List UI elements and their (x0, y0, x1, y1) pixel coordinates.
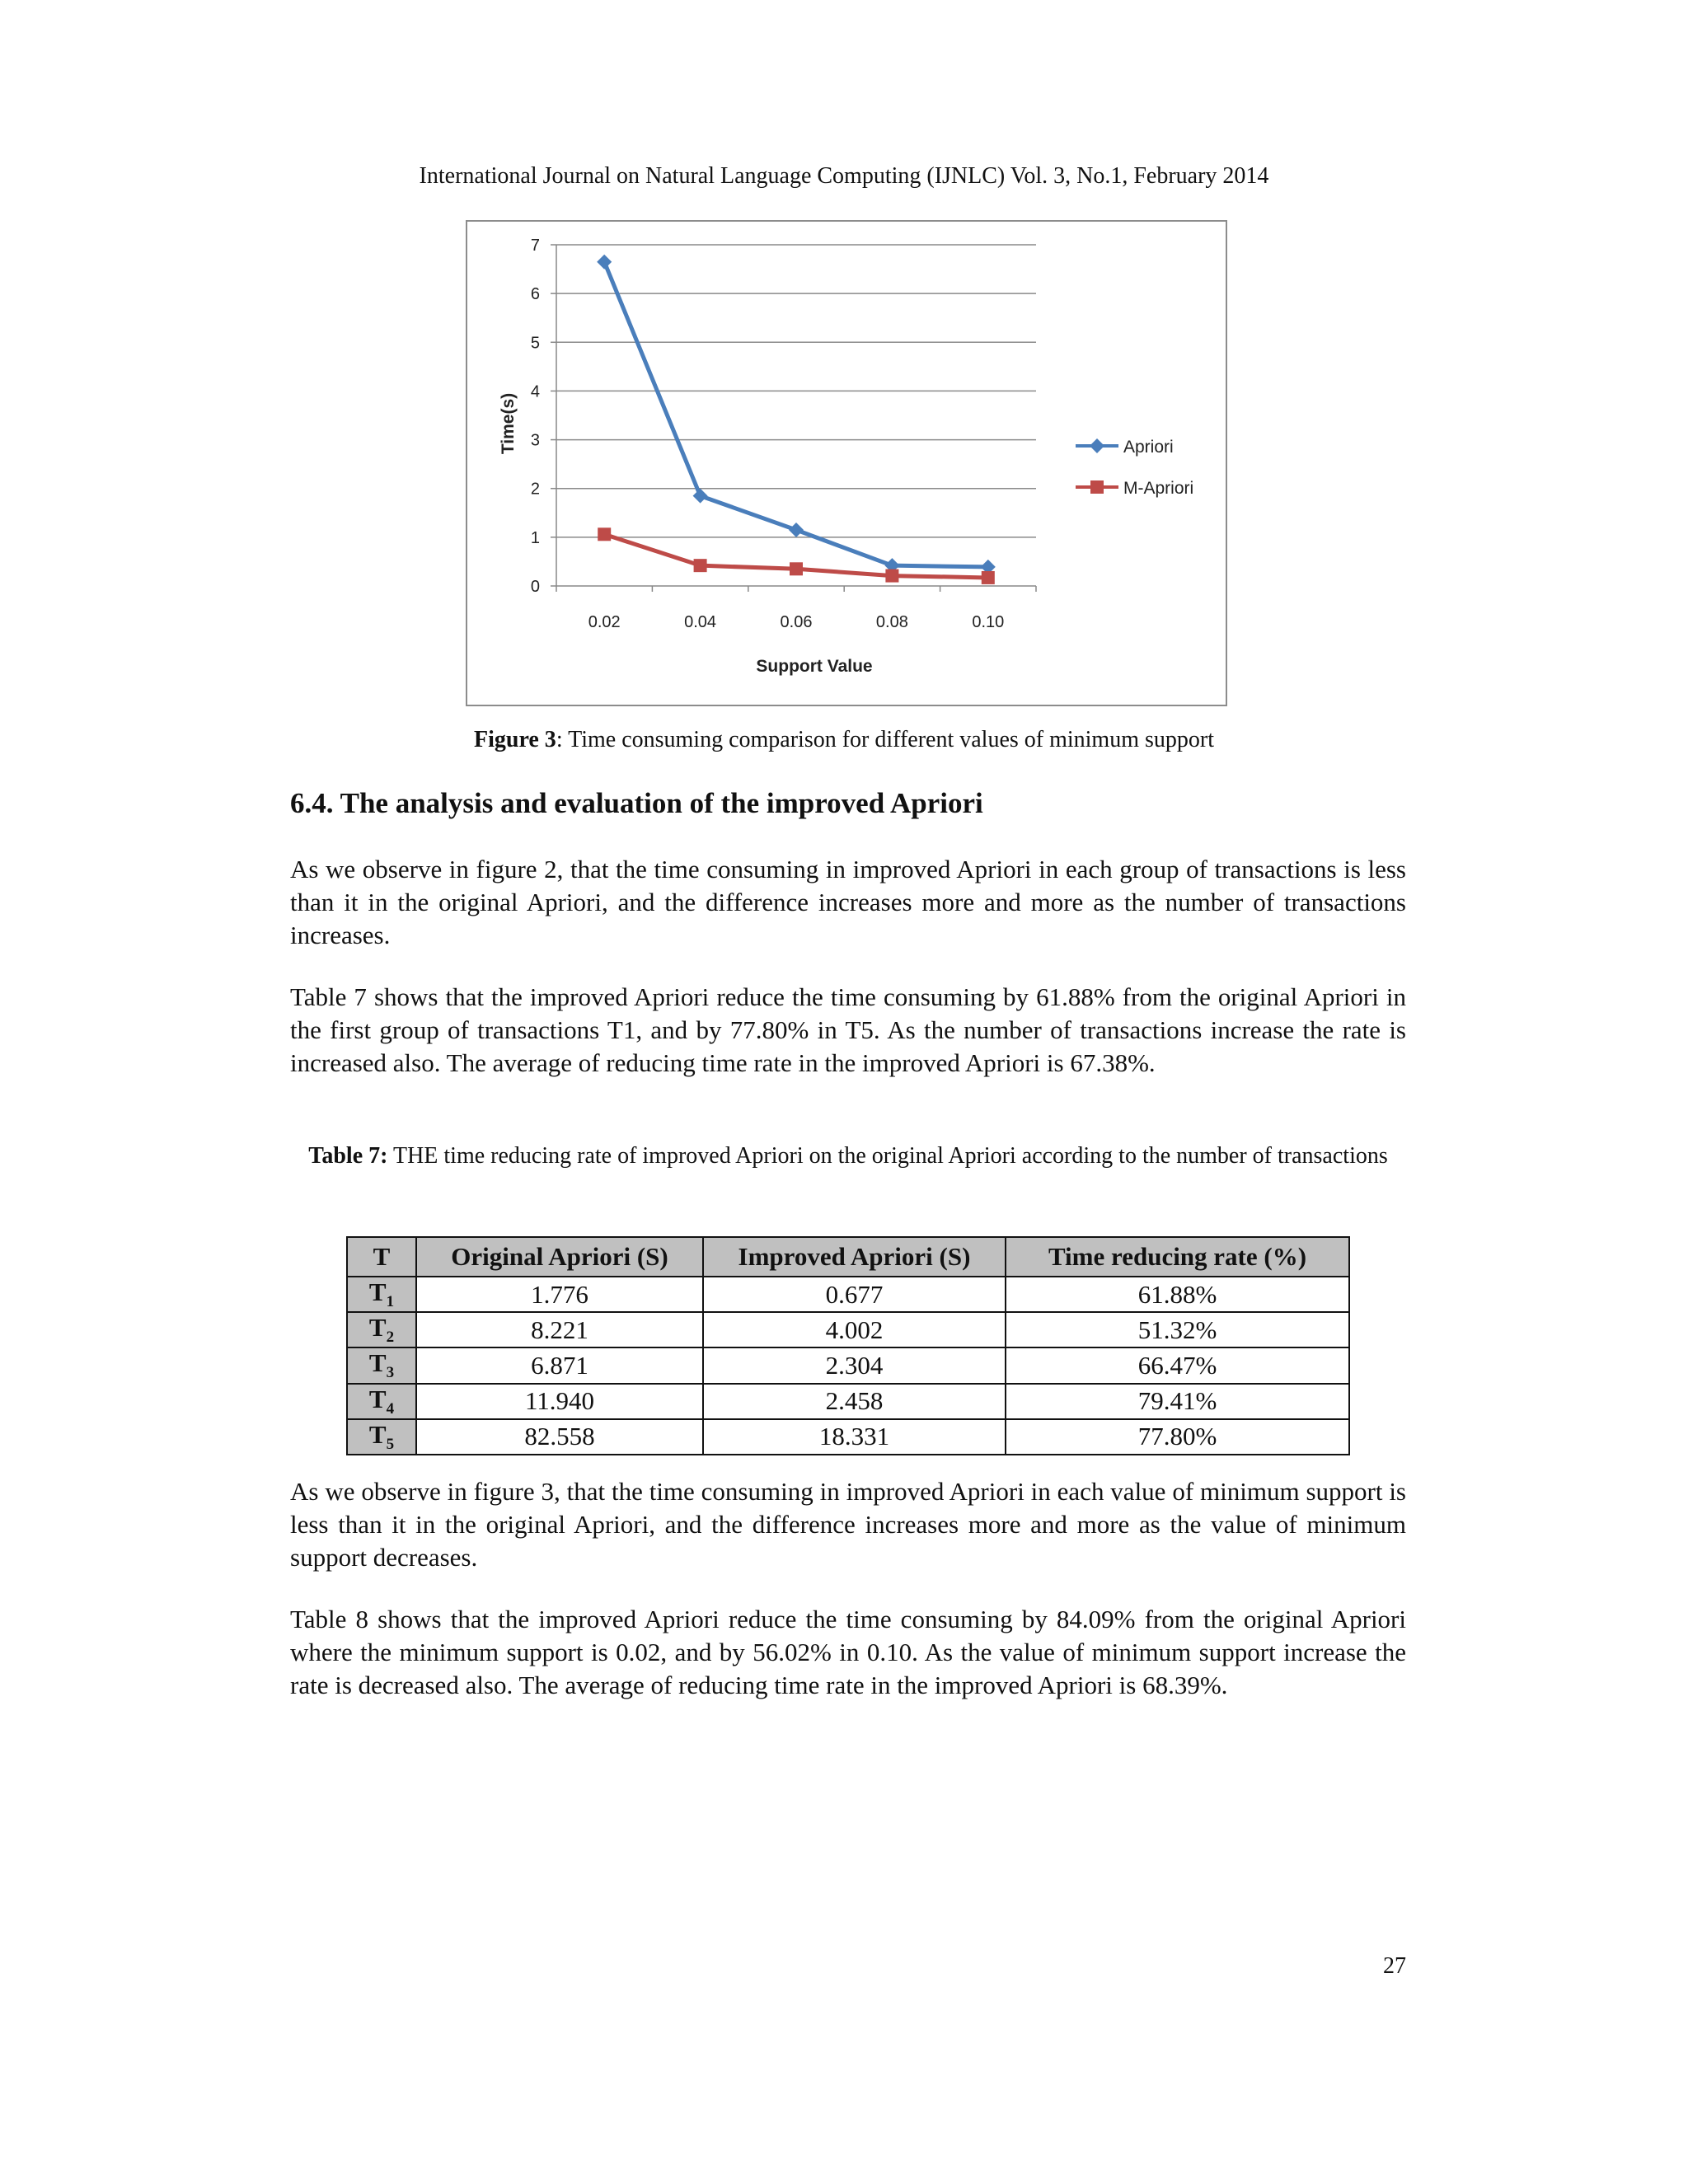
row-label-letter: T (368, 1348, 387, 1378)
cell-original: 8.221 (416, 1312, 703, 1347)
cell-original: 11.940 (416, 1384, 703, 1419)
data-point (790, 562, 803, 575)
series-line-0 (604, 262, 988, 567)
data-point (885, 569, 898, 583)
figure-3-chart (466, 220, 1227, 706)
table-row (347, 1277, 1349, 1312)
row-label-letter: T (368, 1384, 387, 1413)
row-label (347, 1419, 416, 1455)
table-row (347, 1384, 1349, 1419)
table-header-row (347, 1237, 1349, 1277)
column-header-rate: Time reducing rate (%) (1006, 1237, 1349, 1277)
figure-caption-label: Figure 3 (474, 727, 556, 752)
cell-improved: 4.002 (703, 1312, 1006, 1347)
cell-rate: 79.41% (1006, 1384, 1349, 1419)
row-label-letter: T (368, 1419, 387, 1449)
column-header-t: T (347, 1237, 416, 1277)
cell-rate: 51.32% (1006, 1312, 1349, 1347)
y-tick-label: 3 (530, 431, 540, 450)
y-axis-title: Time(s) (499, 392, 518, 455)
row-label (347, 1312, 416, 1347)
cell-original: 82.558 (416, 1419, 703, 1455)
y-tick-label: 1 (530, 528, 540, 547)
row-label (347, 1384, 416, 1419)
row-label-subscript: 5 (386, 1435, 395, 1453)
row-label-subscript: 2 (386, 1329, 395, 1347)
legend-marker (1090, 438, 1104, 453)
row-label-subscript: 4 (386, 1399, 395, 1418)
row-label (347, 1347, 416, 1383)
row-label (347, 1277, 416, 1312)
y-tick-label: 7 (530, 237, 540, 255)
table-7 (346, 1236, 1350, 1455)
paragraph-3: As we observe in figure 3, that the time consuming in improved Apriori in each value of minimum support is less than it in the original Apriori, and the difference increases more and more as the value of minimum support decreases. (290, 1477, 1406, 1572)
legend-label: Apriori (1123, 438, 1174, 457)
data-point (694, 559, 707, 572)
x-tick-label: 0.06 (780, 613, 813, 631)
data-point (693, 489, 708, 504)
cell-rate: 66.47% (1006, 1347, 1349, 1383)
y-tick-label: 5 (530, 334, 540, 353)
row-label-subscript: 3 (386, 1364, 395, 1382)
y-tick-label: 0 (530, 578, 540, 596)
x-axis-title: Support Value (756, 657, 873, 676)
table-row (347, 1347, 1349, 1383)
cell-original: 6.871 (416, 1347, 703, 1383)
table-7-caption (290, 1141, 1406, 1171)
table-row (347, 1312, 1349, 1347)
cell-improved: 0.677 (703, 1277, 1006, 1312)
paragraph-2: Table 7 shows that the improved Apriori reduce the time consuming by 61.88% from the original Apriori in the first group of transactions T1, and by 77.80% in T5. As the number of transactions increase the rate is increased also. The average of reducing time rate in the improved Apriori is 67.38%. (290, 982, 1406, 1077)
cell-original: 1.776 (416, 1277, 703, 1312)
page-number: 27 (1383, 1953, 1406, 1979)
cell-improved: 18.331 (703, 1419, 1006, 1455)
figure-caption (0, 727, 1688, 753)
figure-caption-text: : Time consuming comparison for different values of minimum support (556, 727, 1214, 752)
x-tick-label: 0.02 (588, 613, 621, 631)
y-tick-label: 2 (530, 480, 540, 499)
table-7-caption-label: Table 7: (308, 1143, 388, 1169)
cell-improved: 2.304 (703, 1347, 1006, 1383)
y-tick-label: 6 (530, 285, 540, 304)
table-row (347, 1419, 1349, 1455)
table-7-caption-text: THE time reducing rate of improved Apriori on the original Apriori according to the number of transactions (387, 1143, 1388, 1169)
legend-marker (1090, 480, 1104, 494)
data-point (789, 523, 804, 537)
column-header-improved: Improved Apriori (S) (703, 1237, 1006, 1277)
row-label-letter: T (368, 1277, 387, 1306)
x-tick-label: 0.10 (972, 613, 1005, 631)
cell-improved: 2.458 (703, 1384, 1006, 1419)
cell-rate: 61.88% (1006, 1277, 1349, 1312)
legend-label: M-Apriori (1123, 479, 1194, 498)
row-label-subscript: 1 (386, 1293, 395, 1311)
row-label-letter: T (368, 1313, 387, 1343)
x-tick-label: 0.04 (684, 613, 717, 631)
column-header-original: Original Apriori (S) (416, 1237, 703, 1277)
data-point (598, 527, 611, 541)
paragraph-4: Table 8 shows that the improved Apriori reduce the time consuming by 84.09% from the original Apriori where the minimum support is 0.02, and by 56.02% in 0.10. As the value of minimum support increase the rate is decreased also. The average of reducing time rate in the improved Apriori is 68.39%. (290, 1605, 1406, 1699)
running-header: International Journal on Natural Language Computing (IJNLC) Vol. 3, No.1, February 2014 (419, 163, 1269, 189)
line-chart (467, 222, 1226, 705)
section-heading: 6.4. The analysis and evaluation of the improved Apriori (290, 787, 983, 819)
x-tick-label: 0.08 (875, 613, 908, 631)
paragraph-1: As we observe in figure 2, that the time consuming in improved Apriori in each group of transactions is less than it in the original Apriori, and the difference increases more and more as the number of transactions increases. (290, 855, 1406, 949)
data-point (597, 255, 612, 269)
cell-rate: 77.80% (1006, 1419, 1349, 1455)
data-point (982, 571, 995, 584)
y-tick-label: 4 (530, 382, 540, 401)
